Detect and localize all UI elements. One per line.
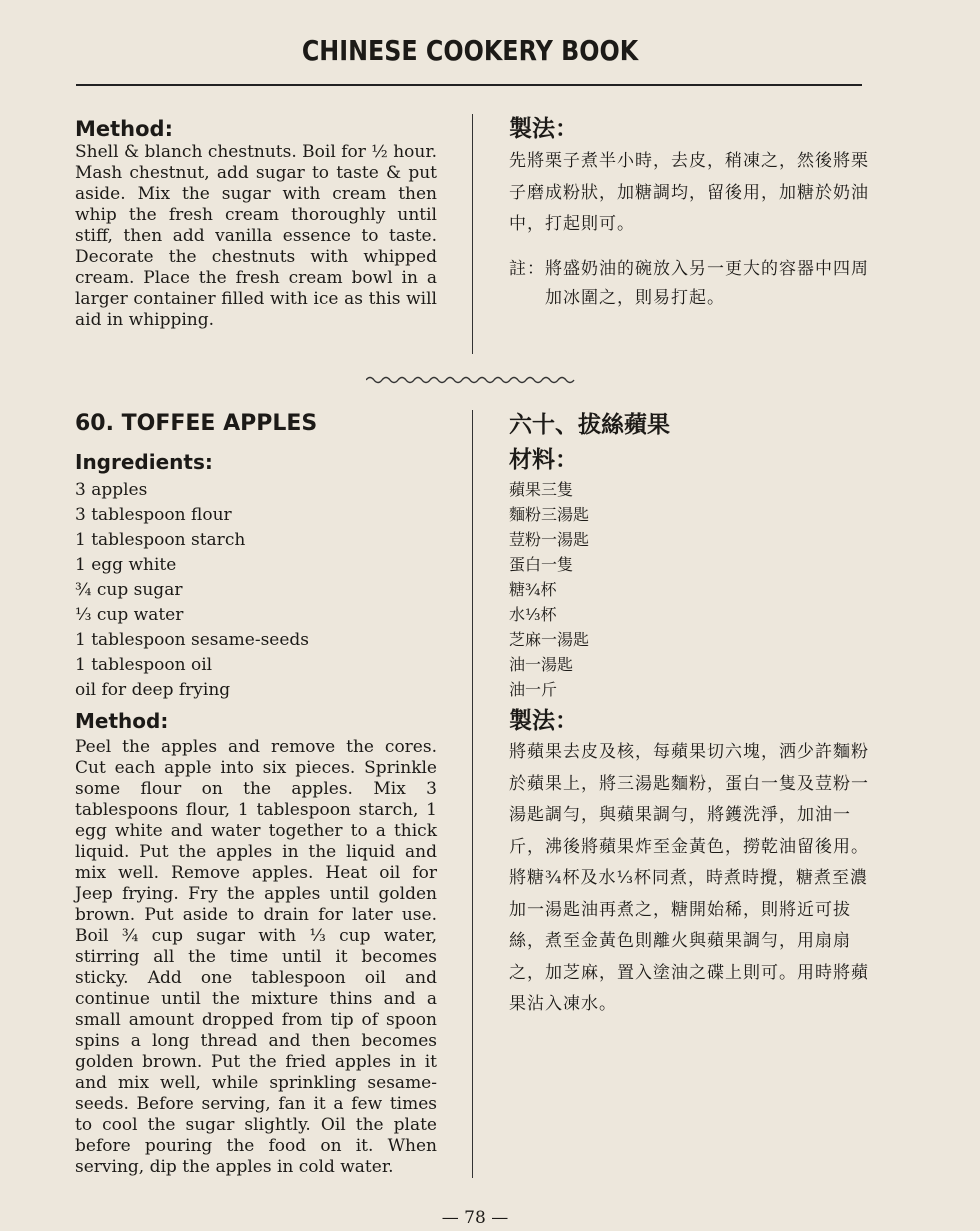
method-text-zh: 先將栗子煮半小時，去皮，稍凍之，然後將栗子磨成粉狀，加糖調均，留後用，加糖於奶油中，打起則可。	[509, 151, 869, 234]
recipe-left-column	[75, 409, 437, 1178]
method-heading-zh: 製法：	[509, 708, 578, 734]
ingredients-heading-zh: 材料：	[509, 447, 578, 473]
wavy-divider	[366, 374, 578, 386]
note-label: 註：	[509, 258, 545, 279]
ingredient-item-zh: 蛋白一隻	[509, 555, 574, 574]
note-text: 將盛奶油的碗放入另一更大的容器中四周加冰圍之，則易打起。	[545, 258, 869, 308]
ingredient-item-zh: 芝麻一湯匙	[509, 630, 590, 649]
note	[509, 255, 869, 313]
recipe-title: 60. TOFFEE APPLES	[75, 411, 318, 436]
column-divider	[472, 410, 473, 1178]
ingredients-list-zh	[509, 477, 869, 702]
title-rule	[76, 84, 862, 86]
ingredient-item-zh: 蘋果三隻	[509, 480, 574, 499]
ingredient-item: ¾ cup sugar	[75, 580, 183, 600]
ingredient-item-zh: 油一斤	[509, 680, 558, 699]
ingredient-item-zh: 油一湯匙	[509, 655, 574, 674]
ingredient-item: 1 tablespoon oil	[75, 655, 213, 675]
ingredient-item: 3 tablespoon flour	[75, 505, 232, 525]
top-right-column	[509, 114, 869, 313]
ingredient-item: oil for deep frying	[75, 680, 231, 700]
page-title: CHINESE COOKERY BOOK	[301, 34, 639, 67]
top-left-column	[75, 116, 437, 331]
ingredient-item: 1 tablespoon starch	[75, 530, 246, 550]
ingredient-item: 1 tablespoon sesame-seeds	[75, 630, 310, 650]
ingredient-item-zh: 麵粉三湯匙	[509, 505, 590, 524]
method-text-zh: 將蘋果去皮及核，每蘋果切六塊，洒少許麵粉於蘋果上，將三湯匙麵粉，蛋白一隻及荳粉一湯匙調勻，與蘋果調勻，將鑊洗淨，加油一斤，沸後將蘋果炸至金黃色，撈乾油留後用。將糖¾杯及水⅓杯同煮，時煮時攪，糖煮至濃加一湯匙油再煮之，糖開始稀，則將近可拔絲，煮至金黃色則離火與蘋果調勻，用扇扇之，加芝麻，置入塗油之碟上則可。用時將蘋果沾入凍水。	[509, 742, 869, 1014]
method-heading: Method:	[75, 117, 173, 141]
ingredients-list	[75, 478, 437, 703]
method-heading-zh: 製法：	[509, 116, 578, 142]
ingredient-item: 3 apples	[75, 480, 148, 500]
ingredient-item-zh: 糖¾杯	[509, 580, 557, 599]
method-text: Peel the apples and remove the cores. Cut each apple into six pieces. Sprinkle some flour on the apples. Mix 3 tablespoons flour, 1 tablespoon starch, 1 egg white and water together to a thick liquid. Put the apples in the liquid and mix well. Remove apples. Heat oil for Jeep frying. Fry the apples until golden brown. Put aside to drain for later use. Boil ¾ cup sugar with ⅓ cup water, stirring all the time until it becomes sticky. Add one tablespoon oil and continue until the mixture thins and a small amount dropped from tip of spoon spins a long thread and then becomes golden brown. Put the fried apples in it and mix well, while sprinkling sesame-seeds. Before serving, fan it a few times to cool the sugar slightly. Oil the plate before pouring the food on it. When serving, dip the apples in cold water.	[75, 737, 437, 1177]
ingredient-item-zh: 荳粉一湯匙	[509, 530, 590, 549]
recipe-right-column	[509, 409, 869, 1021]
recipe-title-zh: 六十、拔絲蘋果	[509, 412, 670, 438]
column-divider	[472, 114, 473, 354]
ingredient-item-zh: 水⅓杯	[509, 605, 557, 624]
method-text: Shell & blanch chestnuts. Boil for ½ hour. Mash chestnut, add sugar to taste & put aside. Mix the sugar with cream then whip the fresh cream thoroughly until stiff, then add vanilla essence to taste. Decorate the chestnuts with whipped cream. Place the fresh cream bowl in a larger container filled with ice as this will aid in whipping.	[75, 142, 437, 330]
page-number: — 78 —	[441, 1208, 509, 1228]
ingredients-heading: Ingredients:	[75, 450, 213, 474]
ingredient-item: ⅓ cup water	[75, 605, 184, 625]
method-heading: Method:	[75, 709, 169, 733]
ingredient-item: 1 egg white	[75, 555, 177, 575]
